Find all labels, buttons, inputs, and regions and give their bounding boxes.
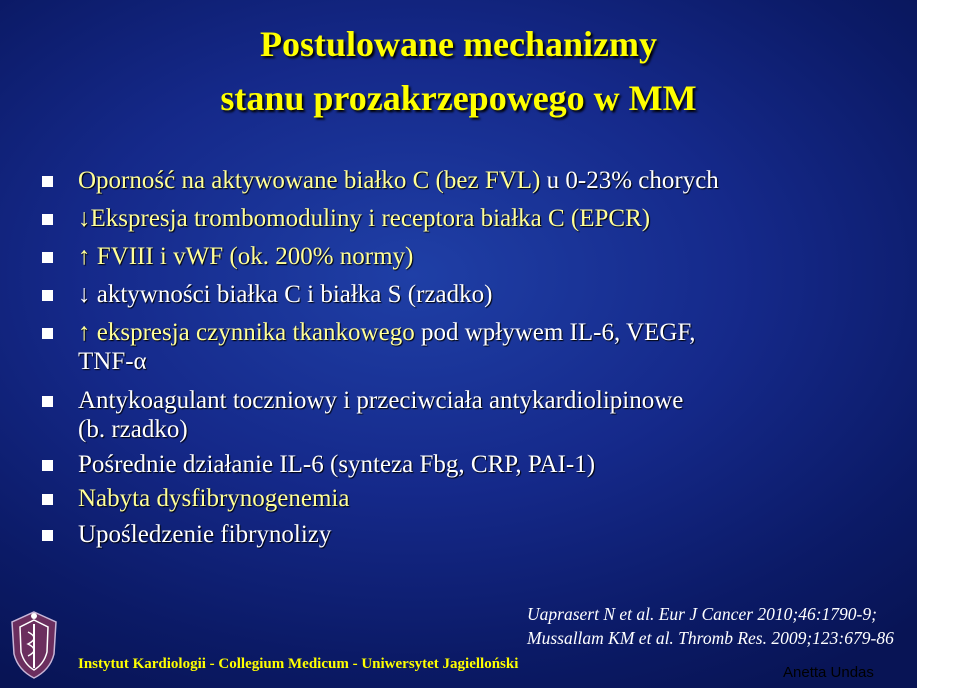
- square-bullet-icon: [42, 176, 53, 187]
- slide-title-line2: stanu prozakrzepowego w MM: [220, 78, 697, 118]
- bullet-text-highlight: ↑ FVIII i vWF: [78, 243, 224, 270]
- bullet-text-highlight: ↓Ekspresja trombomoduliny i receptora białka C (EPCR): [78, 205, 651, 232]
- author-name: Anetta Undas: [783, 664, 874, 681]
- university-crest-icon: [4, 608, 64, 682]
- bullet-text: Antykoagulant toczniowy i przeciwciała antykardiolipinowe: [78, 387, 684, 414]
- square-bullet-icon: [42, 214, 53, 225]
- bullet-text: Upośledzenie fibrynolizy: [78, 521, 332, 548]
- square-bullet-icon: [42, 396, 53, 407]
- bullet-text: pod wpływem IL-6, VEGF,: [414, 319, 696, 346]
- reference-line: Mussallam KM et al. Thromb Res. 2009;123:679-86: [527, 628, 894, 648]
- bullet-text: ↓ aktywności białka C i białka S (rzadko): [78, 281, 493, 308]
- slide-title-line1: Postulowane mechanizmy: [260, 24, 657, 64]
- bullet-text: Pośrednie działanie IL-6 (synteza Fbg, CRP, PAI-1): [78, 451, 596, 478]
- bullet-text: u 0-23% chorych: [540, 167, 719, 194]
- footer-institution: Instytut Kardiologii - Collegium Medicum - Uniwersytet Jagielloński: [78, 656, 519, 672]
- square-bullet-icon: [42, 252, 53, 263]
- bullet-text-highlight: Oporność na aktywowane białko C (bez FVL): [78, 167, 541, 194]
- square-bullet-icon: [42, 290, 53, 301]
- bullet-text: (b. rzadko): [78, 416, 188, 443]
- square-bullet-icon: [42, 460, 53, 471]
- bullet-text-highlight: ↑ ekspresja czynnika tkankowego: [78, 319, 415, 346]
- bullet-text: (ok. 200% normy): [223, 243, 414, 270]
- bullet-text-highlight: Nabyta dysfibrynogenemia: [78, 485, 350, 512]
- square-bullet-icon: [42, 494, 53, 505]
- square-bullet-icon: [42, 328, 53, 339]
- reference-line: Uaprasert N et al. Eur J Cancer 2010;46:1790-9;: [527, 604, 877, 624]
- square-bullet-icon: [42, 530, 53, 541]
- bullet-text: TNF-α: [78, 348, 147, 375]
